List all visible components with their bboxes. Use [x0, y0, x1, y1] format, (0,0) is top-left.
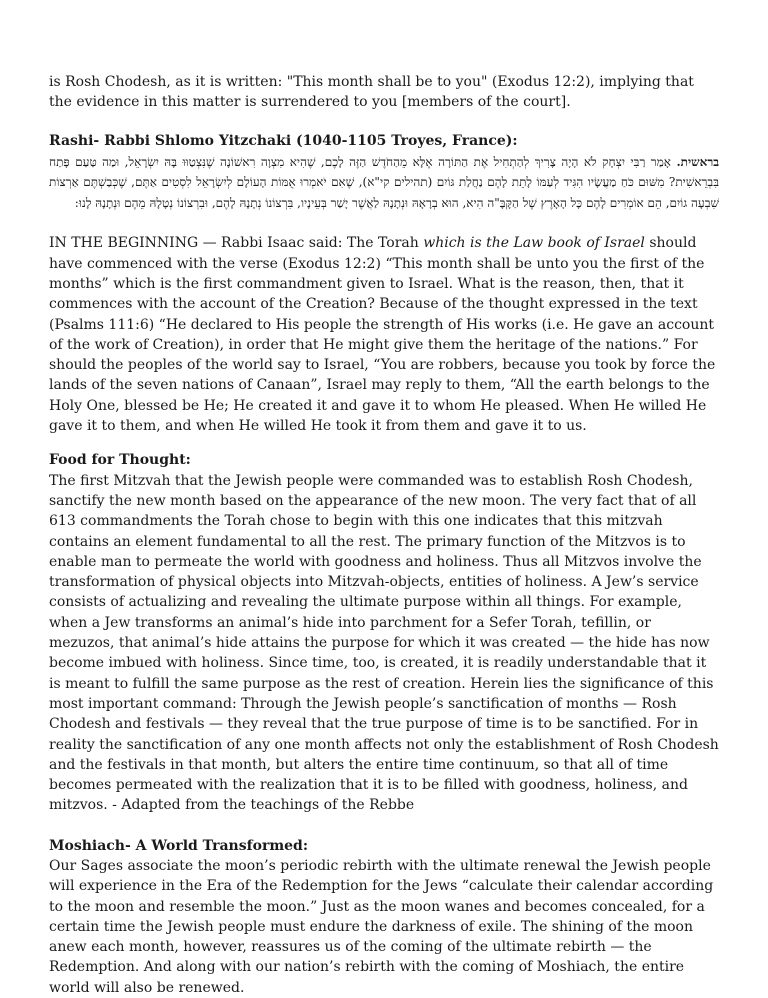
moshiach-paragraph: Our Sages associate the moon’s periodic rebirth with the ultimate renewal the Jewish people will experience in the Era of the Redemption for the Jews “calculate their calendar according to the moon and resemble the moon.” Just as the moon wanes and becomes concealed, for a certain time the Jewish people must endure the darkness of exile. The shining of the moon anew each month, however, reassures us of the coming of the ultimate rebirth — the Redemption. And along with our nation’s rebirth with the coming of Moshiach, the entire world will also be renewed. [49, 858, 714, 996]
document-page [49, 72, 719, 998]
hebrew-lead-word: בראשית. [676, 154, 719, 169]
hebrew-body: אָמַר רַבִּי יִצְחָק לֹא הָיָה צָרִיךְ לְהַתְחִיל אֶת הַתּוֹרָה אֶלָּא מֵהַחֹדֶשׁ הַזֶּה לָכֶם, שֶׁהִיא מִצְוָה רִאשׁוֹנָה שֶׁנִּצְטַוּוּ בָּהּ יִשְׂרָאֵל, וּמַה טַּעַם פָּתַח בִּבְרֵאשִׁית? מִשּׁוּם כֹּחַ מַעֲשָׂיו הִגִּיד לְעַמּוֹ לָתֵת לָהֶם נַחֲלַת גּוֹיִם (תהילים קי"א), שֶׁאִם יֹאמְרוּ אֻמּוֹת הָעוֹלָם לְיִשְׂרָאֵל לִסְטִים אַתֶּם, שֶׁכְּבַשְׁתֶּם אַרְצוֹת שִׁבְעָה גוֹיִם, הֵם אוֹמְרִים לָהֶם כָּל הָאָרֶץ שֶׁל הַקָּבָּ"ה הִיא, הוּא בְרָאָהּ וּנְתָנָהּ לַאֲשֶׁר יָשַׁר בְּעֵינָיו, בִּרְצוֹנוֹ נְתָנָהּ לָהֶם, וּבִרְצוֹנוֹ נְטָלָהּ מֵהֶם וּנְתָנָהּ לָנוּ: [49, 154, 719, 210]
rashi-hebrew-text [49, 152, 719, 214]
food-paragraph: The first Mitzvah that the Jewish people were commanded was to establish Rosh Chodesh, sanctify the new month based on the appearance of the new moon. The very fact that of all 613 commandments the Torah chose to begin with this one indicates that this mitzvah contains an element fundamental to all the rest. The primary function of the Mitzvos is to enable man to permeate the world with goodness and holiness. Thus all Mitzvos involve the transformation of physical objects into Mitzvah-objects, entities of holiness. A Jew’s service consists of actualizing and revealing the ultimate purpose within all things. For example, when a Jew transforms an animal’s hide into parchment for a Sefer Torah, tefillin, or mezuzos, that animal’s hide attains the purpose for which it was created — the hide has now become imbued with holiness. Since time, too, is created, it is readily understandable that it is meant to fulfill the same purpose as the rest of creation. Herein lies the significance of this most important command: Through the Jewish people’s sanctification of months — Rosh Chodesh and festivals — they reveal that the true purpose of time is to be sanctified. For in reality the sanctification of any one month affects not only the establishment of Rosh Chodesh and the festivals in that month, but alters the entire time continuum, so that all of time becomes permeated with the realization that it is to be filled with goodness, holiness, and mitzvos. - Adapted from the teachings of the Rebbe [49, 472, 719, 814]
intro-paragraph: is Rosh Chodesh, as it is written: "This month shall be to you" (Exodus 12:2), implying that the evidence in this matter is surrendered to you [members of the court]. [49, 74, 694, 111]
moshiach-heading: Moshiach- A World Transformed: [49, 837, 309, 854]
translation-text-a: IN THE BEGINNING — Rabbi Isaac said: The Torah [49, 235, 424, 252]
food-heading: Food for Thought: [49, 452, 191, 469]
rashi-heading: Rashi- Rabbi Shlomo Yitzchaki (1040-1105 Troyes, France): [49, 132, 518, 149]
translation-text-b: should have commenced with the verse (Exodus 12:2) “This month shall be unto you the first of the months” which is the first commandment given to Israel. What is the reason, then, that it commences with the account of the Creation? Because of the thought expressed in the text (Psalms 111:6) “He declared to His people the strength of His works (i.e. He gave an account of the work of Creation), in order that He might give them the heritage of the nations.” For should the peoples of the world say to Israel, “You are robbers, because you took by force the lands of the seven nations of Canaan”, Israel may reply to them, “All the earth belongs to the Holy One, blessed be He; He created it and gave it to whom He pleased. When He willed He gave it to them, and when He willed He took it from them and gave it to us. [49, 235, 716, 435]
translation-italic: which is the Law book of Israel [423, 235, 645, 252]
rashi-translation [49, 233, 719, 436]
